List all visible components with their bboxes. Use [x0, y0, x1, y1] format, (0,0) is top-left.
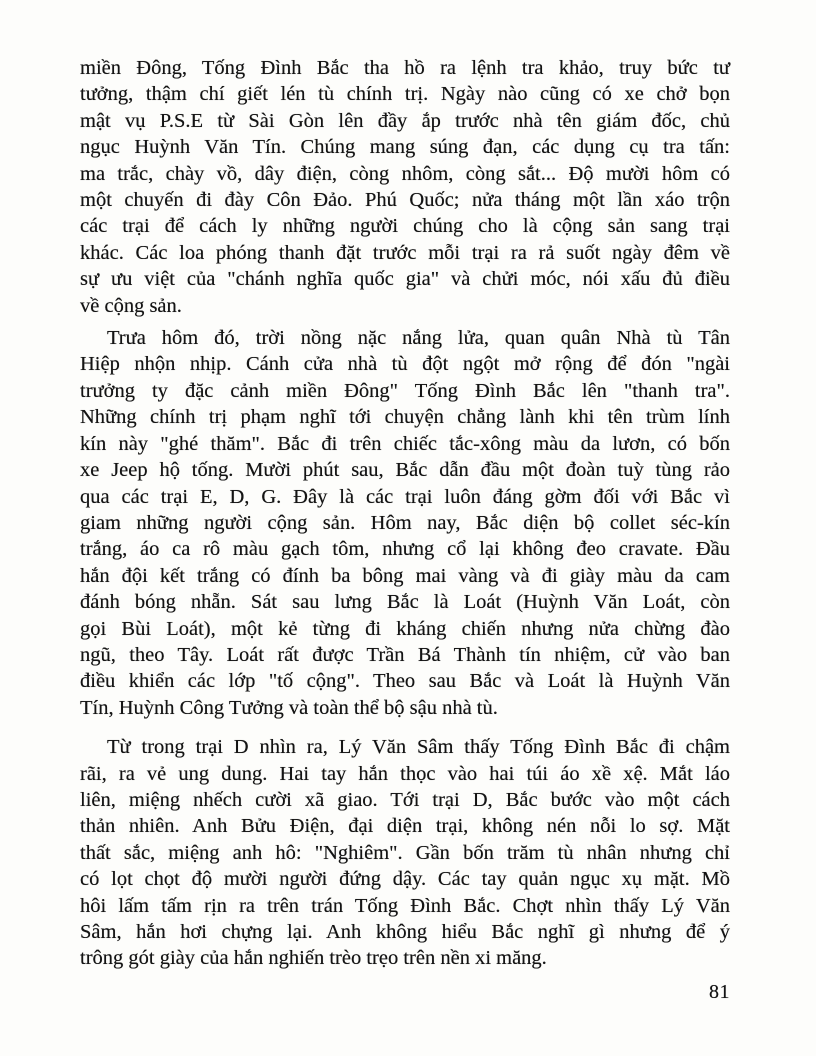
- paragraph: [80, 734, 730, 972]
- text-line: Tín, Huỳnh Công Tưởng và toàn thể bộ sậu nhà tù.: [80, 696, 498, 719]
- text-line: ngũ, theo Tây. Loát rất được Trần Bá Thành tín nhiệm, cử vào ban: [80, 643, 730, 666]
- text-line: tưởng, thậm chí giết lén tù chính trị. Ngày nào cũng có xe chở bọn: [80, 83, 730, 106]
- text-line: thất sắc, miệng anh hô: "Nghiêm". Gần bốn trăm tù nhân nhưng chỉ: [80, 841, 730, 864]
- page-number: 81: [709, 981, 730, 1003]
- text-line: trưởng ty đặc cảnh miền Đông" Tống Đình Bắc lên "thanh tra".: [80, 379, 730, 402]
- text-line: đánh bóng nhẵn. Sát sau lưng Bắc là Loát (Huỳnh Văn Loát, còn: [80, 591, 730, 614]
- text-line: Hiệp nhộn nhịp. Cánh cửa nhà tù đột ngột mở rộng để đón "ngài: [80, 353, 730, 376]
- text-line: Trưa hôm đó, trời nồng nặc nắng lửa, quan quân Nhà tù Tân: [107, 327, 730, 350]
- text-line: liên, miệng nhếch cười xã giao. Tới trại D, Bắc bước vào một cách: [80, 788, 730, 811]
- text-line: về cộng sản.: [80, 294, 182, 317]
- text-line: thản nhiên. Anh Bửu Điện, đại diện trại, không nén nỗi lo sợ. Mặt: [80, 815, 730, 838]
- text-line: điều khiển các lớp "tố cộng". Theo sau Bắc và Loát là Huỳnh Văn: [80, 670, 730, 693]
- text-line: rãi, ra vẻ ung dung. Hai tay hắn thọc vào hai túi áo xề xệ. Mắt láo: [80, 762, 730, 785]
- body-text: [80, 55, 730, 972]
- text-line: mật vụ P.S.E từ Sài Gòn lên đầy ắp trước nhà tên giám đốc, chủ: [80, 109, 730, 132]
- text-line: hôi lấm tấm rịn ra trên trán Tống Đình Bắc. Chợt nhìn thấy Lý Văn: [80, 894, 730, 917]
- text-line: Từ trong trại D nhìn ra, Lý Văn Sâm thấy Tống Đình Bắc đi chậm: [107, 736, 730, 759]
- text-line: Những chính trị phạm nghĩ tới chuyện chẳng lành khi tên trùm lính: [80, 406, 730, 429]
- text-line: ngục Huỳnh Văn Tín. Chúng mang súng đạn, các dụng cụ tra tấn:: [80, 136, 730, 159]
- text-line: các trại để cách ly những người chúng cho là cộng sản sang trại: [80, 215, 730, 238]
- text-line: sự ưu việt của "chánh nghĩa quốc gia" và chửi móc, nói xấu đủ điều: [80, 268, 730, 291]
- text-line: trắng, áo ca rô màu gạch tôm, nhưng cổ lại không đeo cravate. Đầu: [80, 538, 730, 561]
- text-line: qua các trại E, D, G. Đây là các trại luôn đáng gờm đối với Bắc vì: [80, 485, 730, 508]
- text-line: giam những người cộng sản. Hôm nay, Bắc diện bộ collet séc-kín: [80, 511, 730, 534]
- text-line: kín này "ghé thăm". Bắc đi trên chiếc tắc-xông màu da lươn, có bốn: [80, 432, 730, 455]
- text-line: trông gót giày của hắn nghiến trèo trẹo trên nền xi măng.: [80, 947, 547, 970]
- text-line: hắn đội kết trắng có đính ba bông mai vàng và đi giày màu da cam: [80, 564, 730, 587]
- paragraph: [80, 55, 730, 319]
- text-line: một chuyến đi đày Côn Đảo. Phú Quốc; nửa tháng một lần xáo trộn: [80, 189, 730, 212]
- text-line: có lọt chọt độ mười người đứng dậy. Các tay quản ngục xụ mặt. Mồ: [80, 868, 730, 891]
- text-line: khác. Các loa phóng thanh đặt trước mỗi trại ra rả suốt ngày đêm về: [80, 241, 730, 264]
- text-line: Sâm, hắn hơi chựng lại. Anh không hiểu Bắc nghĩ gì nhưng để ý: [80, 921, 730, 943]
- text-line: gọi Bùi Loát), một kẻ từng đi kháng chiến nhưng nửa chừng đào: [80, 617, 730, 640]
- text-line: xe Jeep hộ tống. Mười phút sau, Bắc dẫn đầu một đoàn tuỳ tùng rảo: [80, 459, 730, 482]
- text-line: miền Đông, Tống Đình Bắc tha hồ ra lệnh tra khảo, truy bức tư: [80, 57, 730, 79]
- paragraph: [80, 325, 730, 721]
- text-line: ma trắc, chày vồ, dây điện, còng nhôm, còng sắt... Độ mười hôm có: [80, 162, 730, 185]
